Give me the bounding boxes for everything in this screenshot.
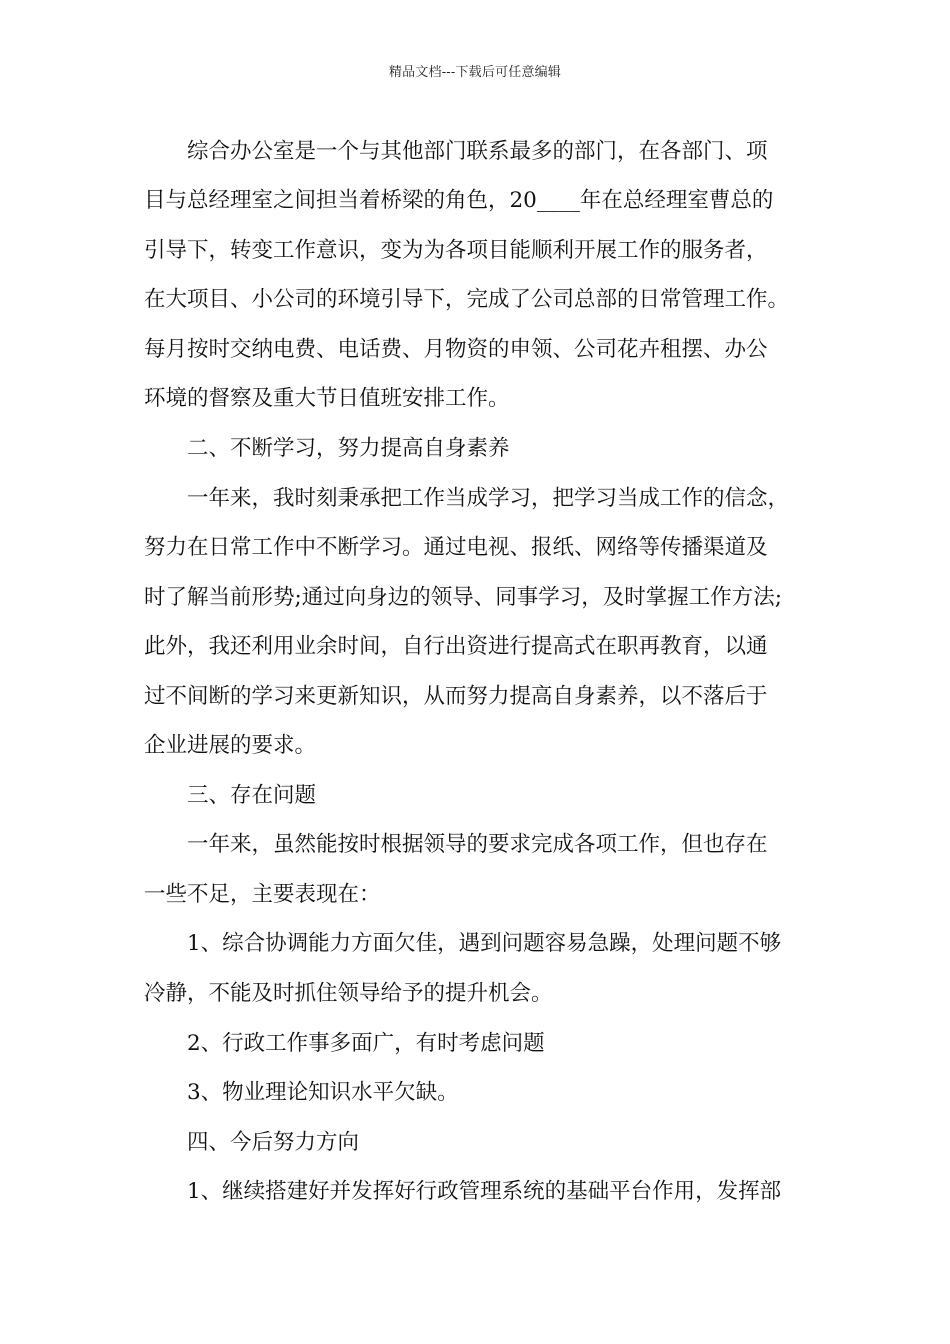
- text-line: 2、行政工作事多面广，有时考虑问题: [144, 1031, 545, 1056]
- section-heading: 四、今后努力方向: [144, 1130, 360, 1155]
- text-line: 时了解当前形势;通过向身边的领导、同事学习，及时掌握工作方法;: [144, 585, 782, 610]
- text-line: 在大项目、小公司的环境引导下，完成了公司总部的日常管理工作。: [144, 287, 790, 312]
- section-heading: 二、不断学习，努力提高自身素养: [144, 436, 510, 461]
- text-line: 一年来，我时刻秉承把工作当成学习，把学习当成工作的信念，: [144, 486, 790, 511]
- text-line: 1、综合协调能力方面欠佳，遇到问题容易急躁，处理问题不够: [144, 931, 782, 956]
- text-line: 企业进展的要求。: [144, 733, 317, 758]
- text-line: 过不间断的学习来更新知识，从而努力提高自身素养，以不落后于: [144, 684, 768, 709]
- text-line: 冷静，不能及时抓住领导给予的提升机会。: [144, 981, 553, 1006]
- page-header: 精品文档---下载后可任意编辑: [388, 65, 562, 80]
- text-line: 1、继续搭建好并发挥好行政管理系统的基础平台作用，发挥部: [144, 1179, 782, 1204]
- section-heading: 三、存在问题: [144, 783, 317, 808]
- text-line: 努力在日常工作中不断学习。通过电视、报纸、网络等传播渠道及: [144, 535, 768, 560]
- text-line: 一些不足，主要表现在：: [144, 882, 381, 907]
- text-line: 一年来，虽然能按时根据领导的要求完成各项工作，但也存在: [144, 832, 768, 857]
- text-line: 每月按时交纳电费、电话费、月物资的申领、公司花卉租摆、办公: [144, 337, 768, 362]
- text-line: 环境的督察及重大节日值班安排工作。: [144, 386, 510, 411]
- text-line: 目与总经理室之间担当着桥梁的角色，20____年在总经理室曹总的: [144, 188, 774, 213]
- text-line: 引导下，转变工作意识，变为为各项目能顺利开展工作的服务者，: [144, 238, 768, 263]
- text-line: 此外，我还利用业余时间，自行出资进行提高式在职再教育，以通: [144, 634, 768, 659]
- text-line: 3、物业理论知识水平欠缺。: [144, 1080, 459, 1105]
- text-line: 综合办公室是一个与其他部门联系最多的部门，在各部门、项: [144, 139, 768, 164]
